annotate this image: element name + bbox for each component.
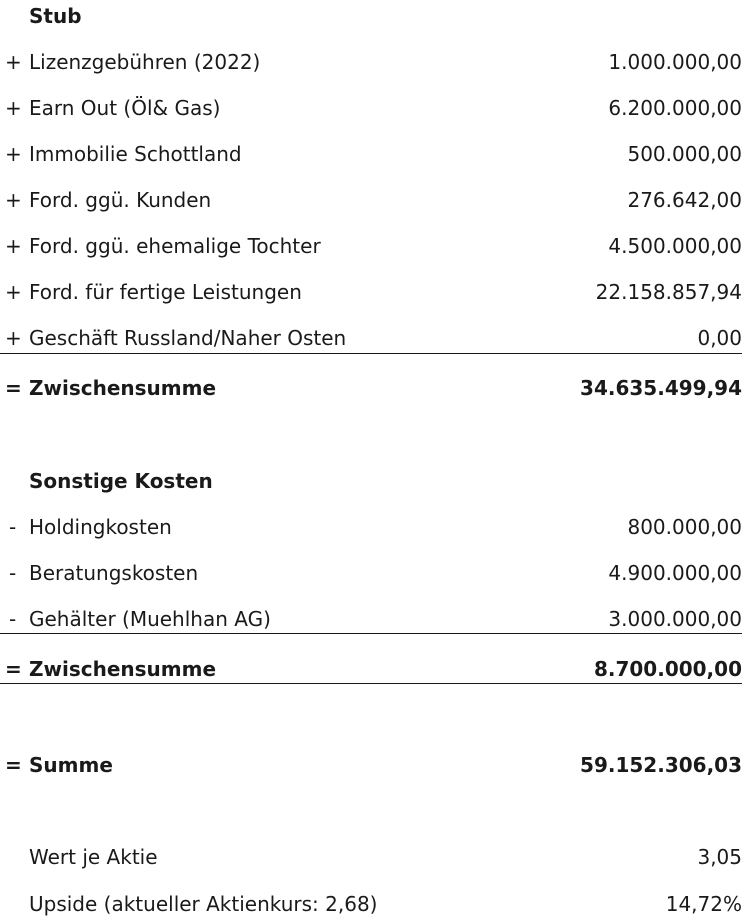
divider-line — [0, 353, 742, 354]
upside-label: Upside (aktueller Aktienkurs: 2,68) — [29, 892, 378, 916]
operator-sign: = — [5, 376, 22, 400]
subtotal-label: Zwischensumme — [29, 657, 217, 681]
line-item-value: 276.642,00 — [627, 188, 742, 212]
line-item — [0, 515, 742, 545]
divider-line — [0, 633, 742, 634]
total-row — [0, 753, 742, 783]
line-item — [0, 280, 742, 310]
subtotal-value: 34.635.499,94 — [580, 376, 742, 400]
divider-line — [0, 683, 742, 684]
section-title: Stub — [29, 4, 82, 28]
line-item — [0, 234, 742, 264]
line-item-label: Ford. ggü. ehemalige Tochter — [29, 234, 321, 258]
line-item — [0, 188, 742, 218]
subtotal-value: 8.700.000,00 — [593, 657, 742, 681]
operator-sign: + — [5, 142, 22, 166]
total-label: Summe — [29, 753, 113, 777]
line-item-value: 4.900.000,00 — [608, 561, 742, 585]
line-item — [0, 561, 742, 591]
operator-sign: + — [5, 280, 22, 304]
operator-sign: + — [5, 50, 22, 74]
line-item-label: Immobilie Schottland — [29, 142, 242, 166]
line-item-value: 4.500.000,00 — [608, 234, 742, 258]
operator-sign: + — [5, 188, 22, 212]
operator-sign: = — [5, 753, 22, 777]
per-share-row — [0, 845, 742, 875]
per-share-value: 3,05 — [697, 845, 742, 869]
per-share-label: Wert je Aktie — [29, 845, 158, 869]
subtotal-label: Zwischensumme — [29, 376, 217, 400]
operator-sign: - — [9, 561, 17, 585]
line-item-value: 800.000,00 — [627, 515, 742, 539]
line-item-label: Lizenzgebühren (2022) — [29, 50, 261, 74]
line-item-value: 1.000.000,00 — [608, 50, 742, 74]
line-item-label: Beratungskosten — [29, 561, 199, 585]
line-item-label: Geschäft Russland/Naher Osten — [29, 326, 347, 350]
operator-sign: = — [5, 657, 22, 681]
line-item-value: 3.000.000,00 — [608, 607, 742, 631]
line-item-value: 6.200.000,00 — [608, 96, 742, 120]
operator-sign: + — [5, 326, 22, 350]
total-value: 59.152.306,03 — [580, 753, 742, 777]
operator-sign: + — [5, 96, 22, 120]
line-item — [0, 142, 742, 172]
operator-sign: + — [5, 234, 22, 258]
line-item-label: Earn Out (Öl& Gas) — [29, 96, 221, 120]
line-item-value: 22.158.857,94 — [595, 280, 742, 304]
line-item-label: Holdingkosten — [29, 515, 172, 539]
line-item-value: 500.000,00 — [627, 142, 742, 166]
line-item — [0, 50, 742, 80]
line-item-label: Ford. ggü. Kunden — [29, 188, 212, 212]
line-item — [0, 96, 742, 126]
line-item-label: Gehälter (Muehlhan AG) — [29, 607, 271, 631]
subtotal-row — [0, 376, 742, 406]
line-item-label: Ford. für fertige Leistungen — [29, 280, 302, 304]
section-costs-header — [0, 469, 742, 499]
line-item — [0, 326, 742, 356]
operator-sign: - — [9, 607, 17, 631]
section-title: Sonstige Kosten — [29, 469, 213, 493]
line-item-value: 0,00 — [697, 326, 742, 350]
operator-sign: - — [9, 515, 17, 539]
section-stub-header — [0, 4, 742, 34]
upside-value: 14,72% — [665, 892, 742, 916]
